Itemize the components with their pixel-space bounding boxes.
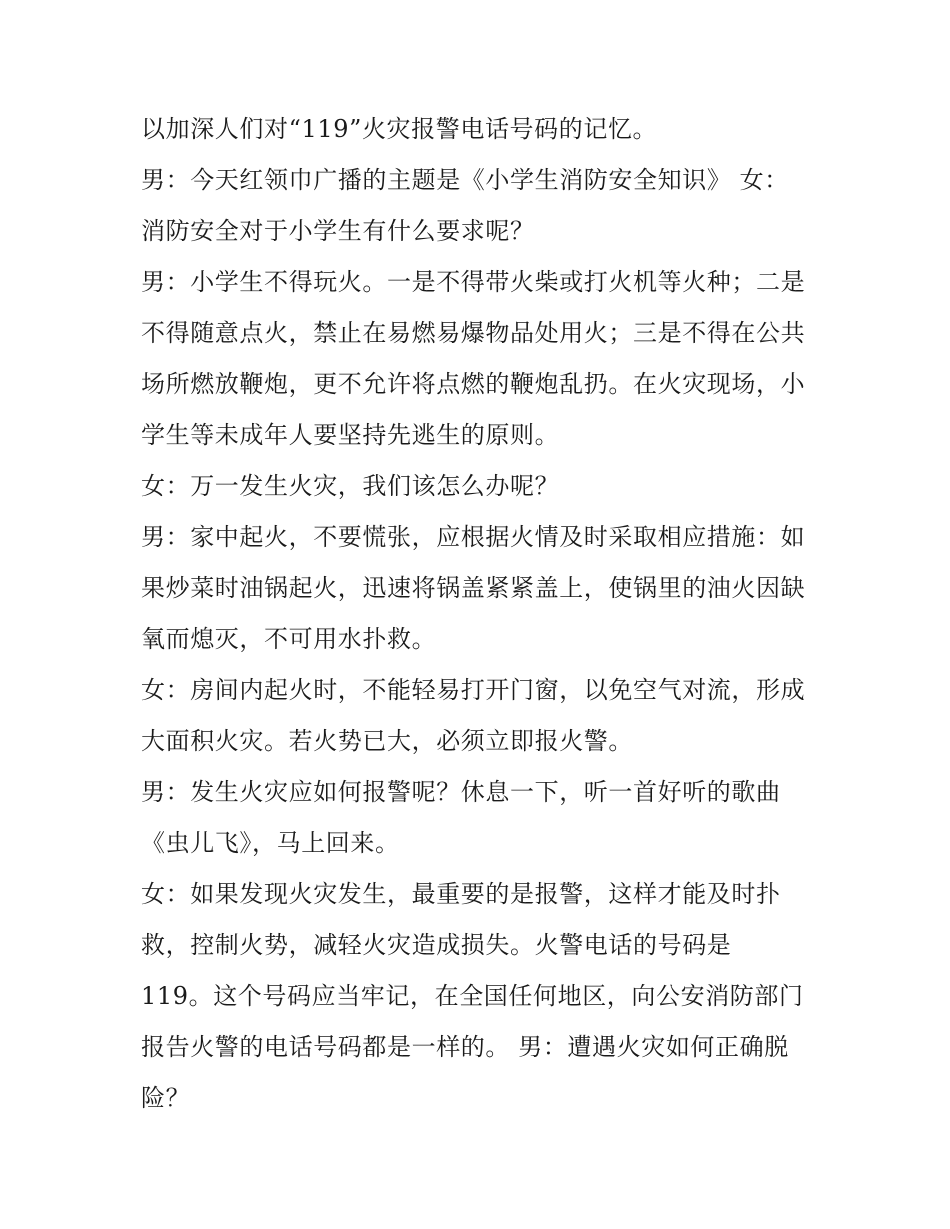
text-line-2: 男：今天红领巾广播的主题是《小学生消防安全知识》 女： [141, 166, 789, 194]
text-line-20: 险？ [141, 1084, 191, 1112]
text-line-18: 119。这个号码应当牢记，在全国任何地区，向公安消防部门 [141, 982, 804, 1010]
text-line-10: 果炒菜时油锅起火，迅速将锅盖紧紧盖上，使锅里的油火因缺 [141, 574, 806, 602]
text-line-19: 报告火警的电话号码都是一样的。 男：遭遇火灾如何正确脱 [141, 1033, 789, 1061]
text-line-6: 场所燃放鞭炮，更不允许将点燃的鞭炮乱扔。在火灾现场，小 [141, 370, 806, 398]
text-line-15: 《虫儿飞》，马上回来。 [141, 829, 400, 857]
text-line-9: 男：家中起火，不要慌张，应根据火情及时采取相应措施：如 [141, 523, 806, 551]
text-line-3: 消防安全对于小学生有什么要求呢？ [141, 217, 535, 245]
text-line-13: 大面积火灾。若火势已大，必须立即报火警。 [141, 727, 633, 755]
text-line-8: 女：万一发生火灾，我们该怎么办呢？ [141, 472, 560, 500]
text-line-4: 男：小学生不得玩火。一是不得带火柴或打火机等火种；二是 [141, 268, 806, 296]
text-line-14: 男：发生火灾应如何报警呢？休息一下，听一首好听的歌曲 [141, 778, 781, 806]
text-line-11: 氧而熄灭，不可用水扑救。 [141, 625, 437, 653]
document-body [141, 104, 821, 1124]
text-line-7: 学生等未成年人要坚持先逃生的原则。 [141, 421, 560, 449]
text-line-16: 女：如果发现火灾发生，最重要的是报警，这样才能及时扑 [141, 880, 781, 908]
text-line-1: 以加深人们对“119”火灾报警电话号码的记忆。 [141, 115, 658, 143]
text-line-17: 救，控制火势，减轻火灾造成损失。火警电话的号码是 [141, 931, 732, 959]
text-line-5: 不得随意点火，禁止在易燃易爆物品处用火；三是不得在公共 [141, 319, 806, 347]
text-line-12: 女：房间内起火时，不能轻易打开门窗，以免空气对流，形成 [141, 676, 806, 704]
